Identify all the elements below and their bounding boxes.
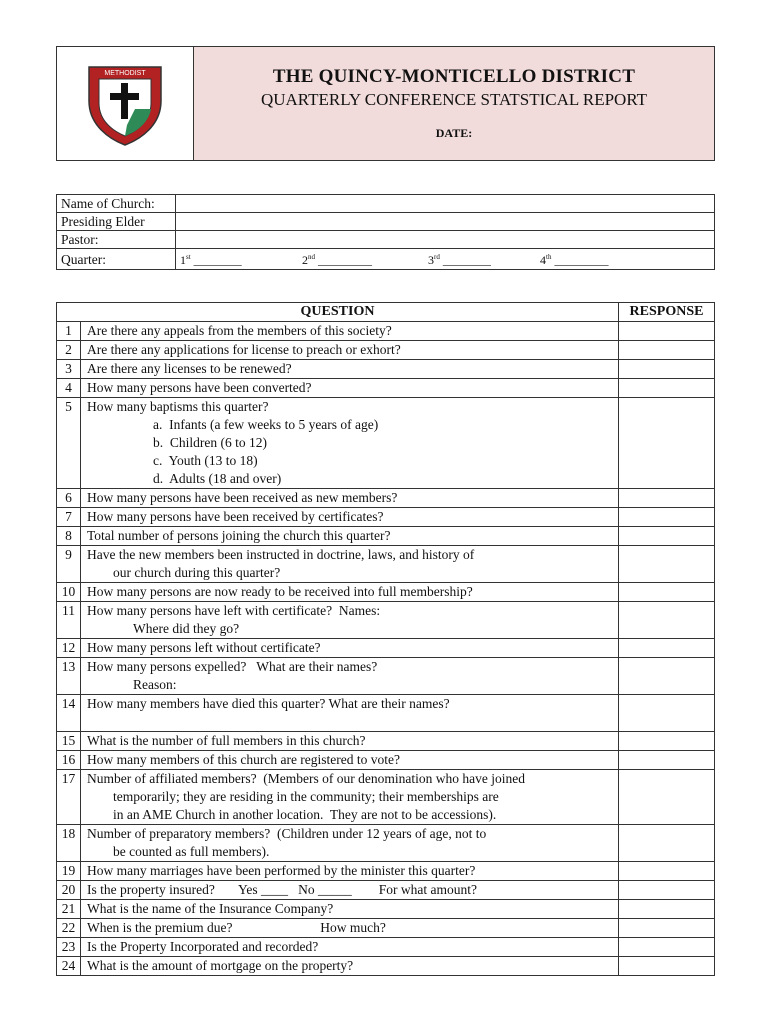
quarter-1[interactable]: 1st ________ — [180, 253, 242, 267]
question-line: Is the property insured? Yes ____ No _____ For what amount? — [87, 882, 477, 897]
question-number: 22 — [57, 919, 81, 938]
question-number: 6 — [57, 489, 81, 508]
question-column-header: QUESTION — [57, 303, 619, 322]
question-row — [57, 919, 715, 938]
question-line: How many persons are now ready to be received into full membership? — [87, 584, 473, 599]
question-line: Have the new members been instructed in doctrine, laws, and history of — [87, 547, 475, 562]
question-row — [57, 639, 715, 658]
question-text — [81, 639, 619, 658]
question-line: What is the name of the Insurance Company? — [87, 901, 334, 916]
response-field[interactable] — [619, 489, 715, 508]
response-field[interactable] — [619, 583, 715, 602]
date-label: DATE: — [435, 126, 473, 140]
question-row — [57, 770, 715, 825]
response-field[interactable] — [619, 602, 715, 639]
question-line: Are there any licenses to be renewed? — [87, 361, 292, 376]
question-number: 3 — [57, 360, 81, 379]
question-line: What is the amount of mortgage on the property? — [87, 958, 354, 973]
question-text — [81, 770, 619, 825]
title-cell — [194, 47, 714, 160]
question-text — [81, 881, 619, 900]
question-line: temporarily; they are residing in the community; their memberships are — [113, 789, 499, 804]
question-text — [81, 825, 619, 862]
district-title: THE QUINCY-MONTICELLO DISTRICT — [272, 66, 636, 87]
question-line: Number of affiliated members? (Members of our denomination who have joined — [87, 771, 525, 786]
quarter-field[interactable] — [176, 249, 715, 270]
question-line: in an AME Church in another location. They are not to be accessions). — [113, 807, 497, 822]
quarter-label: Quarter: — [57, 249, 176, 270]
question-text — [81, 732, 619, 751]
question-number: 1 — [57, 322, 81, 341]
question-number: 23 — [57, 938, 81, 957]
questions-table — [56, 302, 715, 976]
question-number: 4 — [57, 379, 81, 398]
question-text — [81, 527, 619, 546]
question-number: 9 — [57, 546, 81, 583]
response-field[interactable] — [619, 751, 715, 770]
question-text — [81, 398, 619, 489]
question-row — [57, 527, 715, 546]
question-line: Are there any appeals from the members of this society? — [87, 323, 392, 338]
response-field[interactable] — [619, 825, 715, 862]
question-line: How many baptisms this quarter? — [87, 399, 269, 414]
question-row — [57, 341, 715, 360]
question-text — [81, 602, 619, 639]
question-number: 15 — [57, 732, 81, 751]
question-text — [81, 341, 619, 360]
question-row — [57, 732, 715, 751]
question-row — [57, 546, 715, 583]
response-field[interactable] — [619, 508, 715, 527]
question-line: How many persons expelled? What are their names? — [87, 659, 378, 674]
question-text — [81, 360, 619, 379]
question-line: d. Adults (18 and over) — [153, 471, 282, 486]
response-field[interactable] — [619, 770, 715, 825]
response-field[interactable] — [619, 658, 715, 695]
question-number: 8 — [57, 527, 81, 546]
question-number: 24 — [57, 957, 81, 976]
question-number: 16 — [57, 751, 81, 770]
question-line: Are there any applications for license to preach or exhort? — [87, 342, 401, 357]
question-number: 14 — [57, 695, 81, 732]
question-number: 10 — [57, 583, 81, 602]
response-field[interactable] — [619, 341, 715, 360]
question-number: 18 — [57, 825, 81, 862]
question-line: Total number of persons joining the church this quarter? — [87, 528, 391, 543]
question-line: a. Infants (a few weeks to 5 years of age) — [153, 417, 379, 432]
question-line: How many persons have left with certificate? Names: — [87, 603, 381, 618]
question-row — [57, 825, 715, 862]
question-number: 5 — [57, 398, 81, 489]
response-field[interactable] — [619, 957, 715, 976]
question-row — [57, 508, 715, 527]
question-number: 19 — [57, 862, 81, 881]
question-row — [57, 658, 715, 695]
response-field[interactable] — [619, 322, 715, 341]
question-line: How many persons have been received as new members? — [87, 490, 398, 505]
question-text — [81, 508, 619, 527]
pastor-label: Pastor: — [57, 231, 176, 249]
response-field[interactable] — [619, 398, 715, 489]
question-line: How many persons have been received by certificates? — [87, 509, 384, 524]
question-line: How many persons left without certificate? — [87, 640, 321, 655]
question-text — [81, 489, 619, 508]
question-text — [81, 695, 619, 732]
quarter-3[interactable]: 3rd ________ — [428, 253, 491, 267]
report-subtitle: QUARTERLY CONFERENCE STATSTICAL REPORT — [260, 90, 648, 109]
question-number: 7 — [57, 508, 81, 527]
question-number: 20 — [57, 881, 81, 900]
question-text — [81, 583, 619, 602]
response-field[interactable] — [619, 900, 715, 919]
response-field[interactable] — [619, 919, 715, 938]
question-line: b. Children (6 to 12) — [153, 435, 267, 450]
quarter-4[interactable]: 4th _________ — [540, 253, 609, 267]
church-name-label: Name of Church: — [57, 195, 176, 213]
question-number: 17 — [57, 770, 81, 825]
question-line: our church during this quarter? — [113, 565, 281, 580]
response-field[interactable] — [619, 881, 715, 900]
question-row — [57, 322, 715, 341]
response-field[interactable] — [619, 862, 715, 881]
question-row — [57, 751, 715, 770]
ame-shield-logo — [83, 61, 167, 147]
question-row — [57, 583, 715, 602]
question-row — [57, 938, 715, 957]
blank-line — [87, 713, 618, 731]
question-text — [81, 900, 619, 919]
question-row — [57, 489, 715, 508]
question-line: How many marriages have been performed by the minister this quarter? — [87, 863, 476, 878]
response-field[interactable] — [619, 938, 715, 957]
question-text — [81, 938, 619, 957]
response-field[interactable] — [619, 360, 715, 379]
question-line: c. Youth (13 to 18) — [153, 453, 258, 468]
question-row — [57, 862, 715, 881]
question-row — [57, 602, 715, 639]
response-field[interactable] — [619, 639, 715, 658]
question-number: 11 — [57, 602, 81, 639]
question-text — [81, 751, 619, 770]
question-line: be counted as full members). — [113, 844, 270, 859]
presiding-elder-field[interactable] — [176, 213, 715, 231]
report-header — [56, 46, 715, 161]
church-name-field[interactable] — [176, 195, 715, 213]
question-line: How many members have died this quarter? What are their names? — [87, 696, 450, 711]
question-row — [57, 398, 715, 489]
question-text — [81, 658, 619, 695]
question-text — [81, 322, 619, 341]
question-text — [81, 957, 619, 976]
question-line: Where did they go? — [133, 621, 240, 636]
church-info-table — [56, 194, 715, 270]
question-text — [81, 919, 619, 938]
question-row — [57, 957, 715, 976]
question-row — [57, 695, 715, 732]
question-row — [57, 379, 715, 398]
question-row — [57, 360, 715, 379]
question-text — [81, 862, 619, 881]
pastor-field[interactable] — [176, 231, 715, 249]
response-field[interactable] — [619, 695, 715, 732]
question-row — [57, 881, 715, 900]
logo-cell — [57, 47, 194, 160]
question-number: 13 — [57, 658, 81, 695]
question-line: Is the Property Incorporated and recorded? — [87, 939, 319, 954]
question-row — [57, 900, 715, 919]
question-number: 2 — [57, 341, 81, 360]
question-line: Reason: — [133, 677, 177, 692]
question-text — [81, 546, 619, 583]
question-line: What is the number of full members in this church? — [87, 733, 366, 748]
logo-text-top: METHODIST — [104, 69, 146, 77]
response-field[interactable] — [619, 732, 715, 751]
quarter-2[interactable]: 2nd _________ — [302, 253, 372, 267]
question-line: When is the premium due? How much? — [87, 920, 386, 935]
response-field[interactable] — [619, 527, 715, 546]
presiding-elder-label: Presiding Elder — [57, 213, 176, 231]
response-column-header: RESPONSE — [619, 303, 715, 322]
response-field[interactable] — [619, 546, 715, 583]
question-line: How many members of this church are registered to vote? — [87, 752, 401, 767]
question-text — [81, 379, 619, 398]
question-line: Number of preparatory members? (Children under 12 years of age, not to — [87, 826, 487, 841]
response-field[interactable] — [619, 379, 715, 398]
question-number: 21 — [57, 900, 81, 919]
question-line: How many persons have been converted? — [87, 380, 312, 395]
question-number: 12 — [57, 639, 81, 658]
